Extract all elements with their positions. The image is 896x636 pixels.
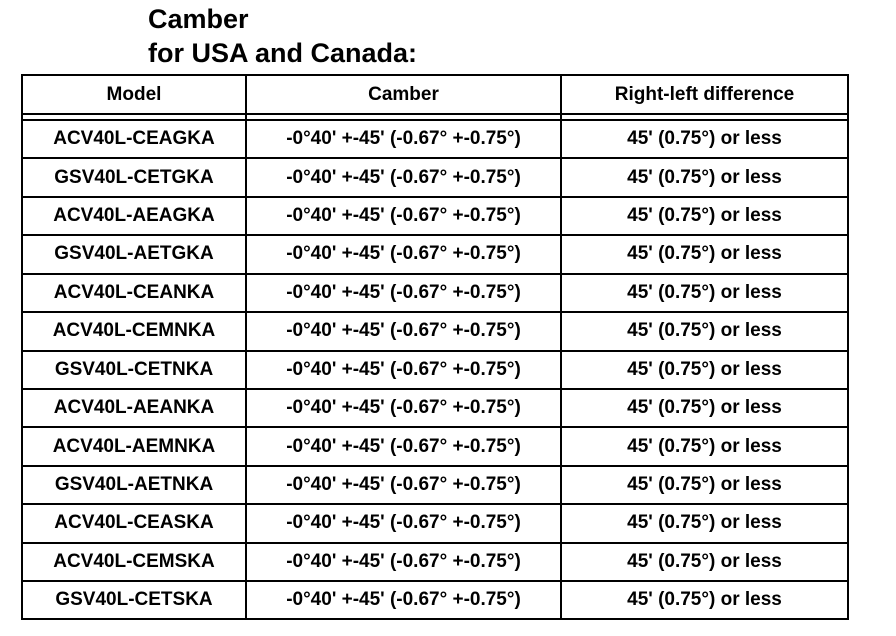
- cell-right-left-difference: 45' (0.75°) or less: [561, 389, 847, 427]
- cell-camber: -0°40' +-45' (-0.67° +-0.75°): [246, 312, 561, 350]
- header-camber: Camber: [246, 76, 561, 114]
- table-row: [23, 543, 847, 581]
- title-line-1: Camber: [148, 4, 249, 34]
- cell-camber: -0°40' +-45' (-0.67° +-0.75°): [246, 581, 561, 618]
- table-row: [23, 235, 847, 273]
- cell-camber: -0°40' +-45' (-0.67° +-0.75°): [246, 389, 561, 427]
- cell-camber: -0°40' +-45' (-0.67° +-0.75°): [246, 351, 561, 389]
- cell-right-left-difference: 45' (0.75°) or less: [561, 197, 847, 235]
- cell-model: GSV40L-CETGKA: [54, 166, 214, 188]
- cell-model: GSV40L-AETGKA: [54, 243, 214, 265]
- cell-model: ACV40L-CEMNKA: [52, 320, 216, 342]
- cell-model: ACV40L-CEASKA: [54, 512, 214, 534]
- cell-model: ACV40L-CEMSKA: [53, 550, 215, 572]
- table-row: [23, 312, 847, 350]
- cell-camber: -0°40' +-45' (-0.67° +-0.75°): [246, 427, 561, 465]
- cell-model: ACV40L-AEAGKA: [53, 205, 215, 227]
- cell-right-left-difference: 45' (0.75°) or less: [561, 543, 847, 581]
- cell-camber: -0°40' +-45' (-0.67° +-0.75°): [246, 197, 561, 235]
- header-model: Model: [106, 83, 162, 105]
- cell-model: GSV40L-AETNKA: [54, 474, 214, 495]
- cell-camber: -0°40' +-45' (-0.67° +-0.75°): [246, 504, 561, 542]
- table-row: [23, 504, 847, 542]
- cell-camber: -0°40' +-45' (-0.67° +-0.75°): [246, 466, 561, 504]
- cell-right-left-difference: 45' (0.75°) or less: [561, 427, 847, 465]
- table-row: [23, 351, 847, 389]
- table-row: [23, 466, 847, 504]
- camber-table: [23, 76, 847, 618]
- cell-camber: -0°40' +-45' (-0.67° +-0.75°): [246, 274, 561, 312]
- table-header-row: [23, 76, 847, 114]
- cell-camber: -0°40' +-45' (-0.67° +-0.75°): [246, 543, 561, 581]
- cell-right-left-difference: 45' (0.75°) or less: [561, 581, 847, 618]
- table-row: [23, 197, 847, 235]
- cell-model: ACV40L-AEANKA: [53, 397, 215, 419]
- table-body: [23, 114, 847, 618]
- cell-right-left-difference: 45' (0.75°) or less: [561, 504, 847, 542]
- camber-table-frame: [21, 74, 849, 620]
- title-line-2: for USA and Canada:: [148, 38, 418, 68]
- cell-camber: -0°40' +-45' (-0.67° +-0.75°): [246, 120, 561, 158]
- cell-model: ACV40L-CEAGKA: [53, 128, 215, 150]
- cell-right-left-difference: 45' (0.75°) or less: [561, 120, 847, 158]
- cell-right-left-difference: 45' (0.75°) or less: [561, 274, 847, 312]
- cell-camber: -0°40' +-45' (-0.67° +-0.75°): [246, 235, 561, 273]
- table-row: [23, 274, 847, 312]
- cell-model: GSV40L-CETSKA: [55, 589, 213, 611]
- table-header: [23, 76, 847, 114]
- table-row: [23, 581, 847, 618]
- cell-right-left-difference: 45' (0.75°) or less: [561, 158, 847, 196]
- cell-model: ACV40L-AEMNKA: [52, 435, 216, 457]
- cell-model: GSV40L-CETNKA: [54, 358, 214, 380]
- table-row: [23, 389, 847, 427]
- cell-right-left-difference: 45' (0.75°) or less: [561, 312, 847, 350]
- cell-right-left-difference: 45' (0.75°) or less: [561, 235, 847, 273]
- table-row: [23, 158, 847, 196]
- cell-right-left-difference: 45' (0.75°) or less: [561, 466, 847, 504]
- table-row: [23, 427, 847, 465]
- cell-model: ACV40L-CEANKA: [53, 281, 215, 303]
- cell-right-left-difference: 45' (0.75°) or less: [561, 351, 847, 389]
- cell-camber: -0°40' +-45' (-0.67° +-0.75°): [246, 158, 561, 196]
- header-right-left-difference: Right-left difference: [561, 76, 847, 114]
- table-row: [23, 120, 847, 158]
- page-title: [148, 2, 417, 70]
